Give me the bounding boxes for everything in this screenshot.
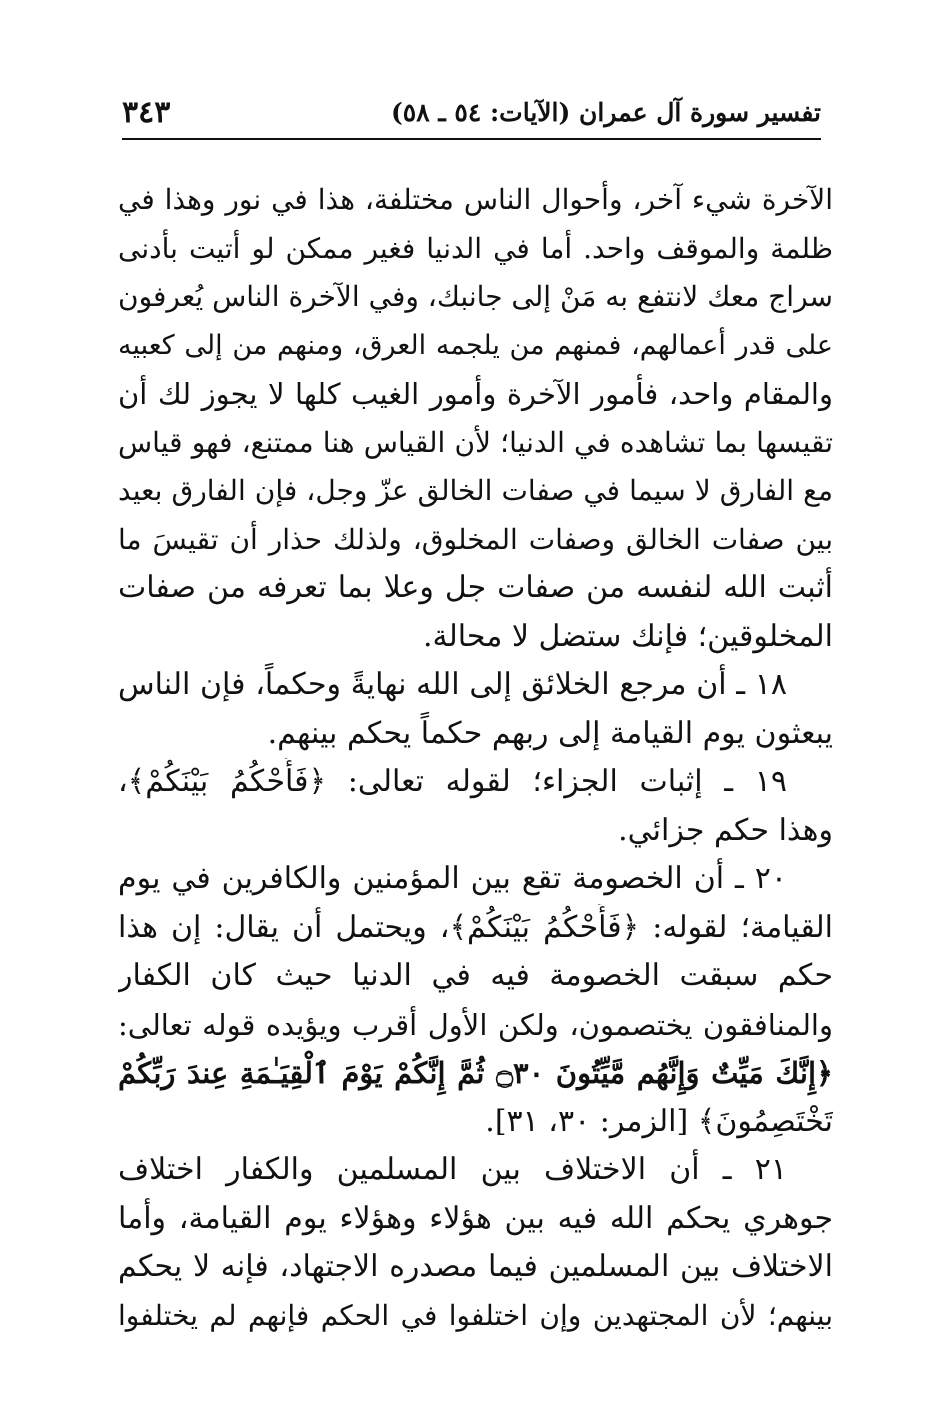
text-line: بينهم؛ لأن المجتهدين وإن اختلفوا في الحكم فإنهم لم يختلفوا: [118, 1298, 833, 1332]
text-line: على قدر أعمالهم، فمنهم من يلجمه العرق، ومنهم من إلى كعبيه: [118, 329, 833, 361]
text-line: القيامة؛ لقوله: ﴿فَأَحْكُمُ بَيْنَكُمْ﴾، ويحتمل أن يقال: إن هذا: [118, 909, 833, 945]
text-line: المخلوقين؛ فإنك ستضل لا محالة.: [422, 618, 833, 654]
text-line: يبعثون يوم القيامة إلى ربهم حكماً يحكم بينهم.: [267, 715, 833, 751]
header-title: تفسير سورة آل عمران (الآيات: ٥٤ ـ ٥٨): [390, 97, 821, 127]
text-line: حكم سبقت الخصومة فيه في الدنيا حيث كان الكفار: [118, 958, 833, 993]
quran-citation-line: تَخْتَصِمُونَ﴾ [الزمر: ٣٠، ٣١].: [485, 1103, 833, 1139]
text-line: مع الفارق لا سيما في صفات الخالق عزّ وجل، فإن الفارق بعيد: [118, 474, 833, 507]
text-line: ظلمة والموقف واحد. أما في الدنيا فغير ممكن لو أتيت بأدنى: [118, 231, 833, 265]
running-header: [122, 86, 821, 140]
text-line: جوهري يحكم الله فيه بين هؤلاء وهؤلاء يوم القيامة، وأما: [118, 1200, 833, 1236]
page-number: ٣٤٣: [122, 94, 171, 130]
text-line: والمقام واحد، فأمور الآخرة وأمور الغيب كلها لا يجوز لك أن: [118, 377, 833, 411]
text-line: الاختلاف بين المسلمين فيما مصدره الاجتهاد، فإنه لا يحكم: [118, 1249, 833, 1284]
paragraph-18-start: ١٨ ـ أن مرجع الخلائق إلى الله نهايةً وحكماً، فإن الناس: [118, 667, 787, 702]
text-line: الآخرة شيء آخر، وأحوال الناس مختلفة، هذا في نور وهذا في: [118, 183, 833, 216]
quran-verse-line: ﴿إِنَّكَ مَيِّتٌ وَإِنَّهُم مَّيِّتُونَ ۝٣٠ ثُمَّ إِنَّكُمْ يَوْمَ ٱلْقِيَـٰمَةِ عِندَ رَبِّكُمْ: [118, 1056, 833, 1090]
paragraph-19-start: ١٩ ـ إثبات الجزاء؛ لقوله تعالى: ﴿فَأَحْكُمُ بَيْنَكُمْ﴾،: [118, 764, 787, 799]
text-line: تقيسها بما تشاهده في الدنيا؛ لأن القياس هنا ممتنع، فهو قياس: [118, 425, 833, 459]
text-line: وهذا حكم جزائي.: [618, 812, 833, 848]
text-line: والمنافقون يختصمون، ولكن الأول أقرب ويؤيده قوله تعالى:: [118, 1007, 833, 1042]
text-line: سراج معك لانتفع به مَنْ إلى جانبك، وفي الآخرة الناس يُعرفون: [118, 280, 833, 313]
paragraph-21-start: ٢١ ـ أن الاختلاف بين المسلمين والكفار اختلاف: [118, 1152, 787, 1187]
text-line: أثبت الله لنفسه من صفات جل وعلا بما تعرفه من صفات: [118, 570, 833, 605]
paragraph-20-start: ٢٠ ـ أن الخصومة تقع بين المؤمنين والكافرين في يوم: [118, 861, 787, 896]
text-line: بين صفات الخالق وصفات المخلوق، ولذلك حذار أن تقيسَ ما: [118, 522, 833, 556]
body-text: [118, 176, 833, 1340]
